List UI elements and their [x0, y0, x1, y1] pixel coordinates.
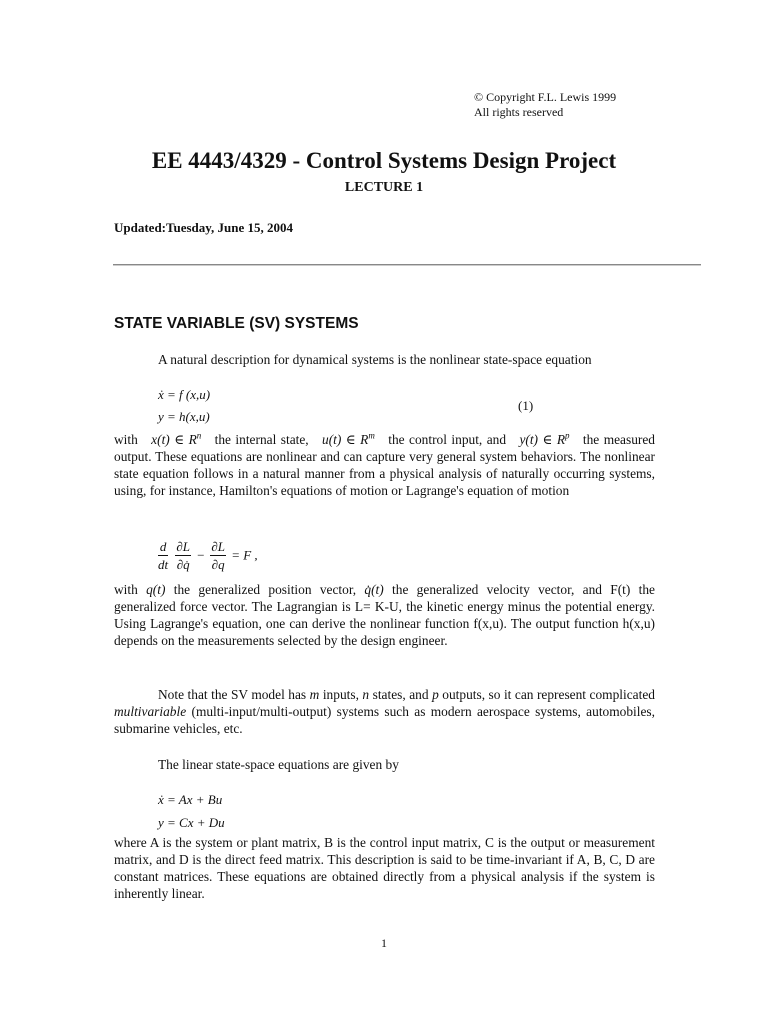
- text-with: with: [114, 432, 138, 447]
- text-control-input: the control input, and: [388, 432, 507, 447]
- fraction-d-dt: [158, 538, 168, 573]
- equation-1-number: (1): [518, 398, 534, 413]
- updated-date: Updated:Tuesday, June 15, 2004: [114, 220, 294, 235]
- copyright-line: © Copyright F.L. Lewis 1999: [474, 90, 617, 104]
- text-the: the: [582, 432, 600, 447]
- fraction-dl-dq: [210, 538, 226, 573]
- lagrange-equation: [156, 538, 258, 573]
- page-number: 1: [381, 936, 387, 950]
- text-multivariable: multivariable: [114, 703, 187, 719]
- paragraph-matrices: where A is the system or plant matrix, B is the control input matrix, C is the output or measurement matrix, and D is the direct feed matrix. This description is said to be time-invariant if A, B, C, D are constant matrices. These equations are obtained directly from a physical analysis if the system is inherently linear.: [114, 835, 655, 901]
- minus-sign: −: [196, 547, 206, 563]
- superscript-n: n: [196, 430, 202, 441]
- symbol-y-of-t: y(t) ∈ R: [519, 432, 566, 447]
- text-position-vector: the generalized position vector,: [173, 582, 357, 597]
- text-outputs: outputs, so it can represent complicated: [442, 687, 655, 702]
- numerator-dl: ∂L: [176, 539, 191, 554]
- numerator-dl-2: ∂L: [211, 539, 225, 554]
- text-measured-output: measured output. These equations are nonlinear and can capture very general system behaviors. The nonlinear state equation follows in a natural manner from a physical analysis of naturally occurring systems, using, for instance, Hamilton's equations of motion or Lagrange's equation of motion: [114, 432, 655, 498]
- denominator-dt: dt: [158, 557, 169, 572]
- paragraph-intro: A natural description for dynamical systems is the nonlinear state-space equation: [158, 352, 592, 367]
- paragraph-lagrangian: [114, 582, 655, 650]
- symbol-q-of-t: q(t): [146, 582, 166, 597]
- denominator-dqdot: ∂q̇: [176, 557, 190, 572]
- denominator-dq: ∂q: [211, 557, 225, 572]
- symbol-p: p: [432, 687, 439, 702]
- text-note: Note that the SV model has: [158, 687, 307, 702]
- copyright-notice: [474, 90, 616, 120]
- section-heading: STATE VARIABLE (SV) SYSTEMS: [114, 315, 359, 332]
- equation-2-line-2: y = Cx + Du: [158, 815, 225, 830]
- text-states: states, and: [372, 687, 429, 702]
- equals-force: = F ,: [231, 547, 258, 563]
- symbol-u-of-t: u(t) ∈ R: [322, 432, 369, 447]
- rights-line: All rights reserved: [474, 105, 564, 119]
- horizontal-divider: [113, 264, 701, 266]
- numerator-d: d: [159, 539, 167, 554]
- symbol-n: n: [362, 687, 370, 702]
- text-internal-state: the internal state,: [214, 432, 309, 447]
- paragraph-state-definition: [114, 432, 655, 500]
- text-with-2: with: [114, 582, 138, 597]
- fraction-dl-dqdot: [175, 538, 191, 573]
- text-velocity-vector: the generalized velocity vector, and F(t) the generalized force vector. The Lagrangian is L= K-U, the kinetic energy minus the potential energy. Using Lagrange's equation, one can derive the nonlinear function f(x,u). The output function h(x,u) depends on the measurements selected by the design engineer.: [114, 582, 655, 648]
- text-mimo: (multi-input/multi-output) systems such as modern aerospace systems, automobiles, submarine vehicles, etc.: [114, 703, 655, 736]
- superscript-m: m: [368, 430, 375, 441]
- equation-2-line-1: ẋ = Ax + Bu: [158, 792, 223, 807]
- equation-1-line-2: y = h(x,u): [158, 409, 210, 424]
- lecture-label: LECTURE 1: [344, 180, 424, 195]
- symbol-x-of-t: x(t) ∈ R: [151, 432, 197, 447]
- paragraph-sv-model: [114, 687, 655, 738]
- symbol-m: m: [309, 687, 320, 702]
- superscript-p: p: [565, 430, 570, 441]
- paragraph-linear-intro: The linear state-space equations are given by: [158, 757, 399, 772]
- document-title: EE 4443/4329 - Control Systems Design Project: [151, 148, 617, 173]
- text-inputs: inputs,: [322, 687, 359, 702]
- symbol-qdot-of-t: q̇(t): [364, 582, 384, 597]
- equation-1-line-1: ẋ = f (x,u): [158, 387, 211, 402]
